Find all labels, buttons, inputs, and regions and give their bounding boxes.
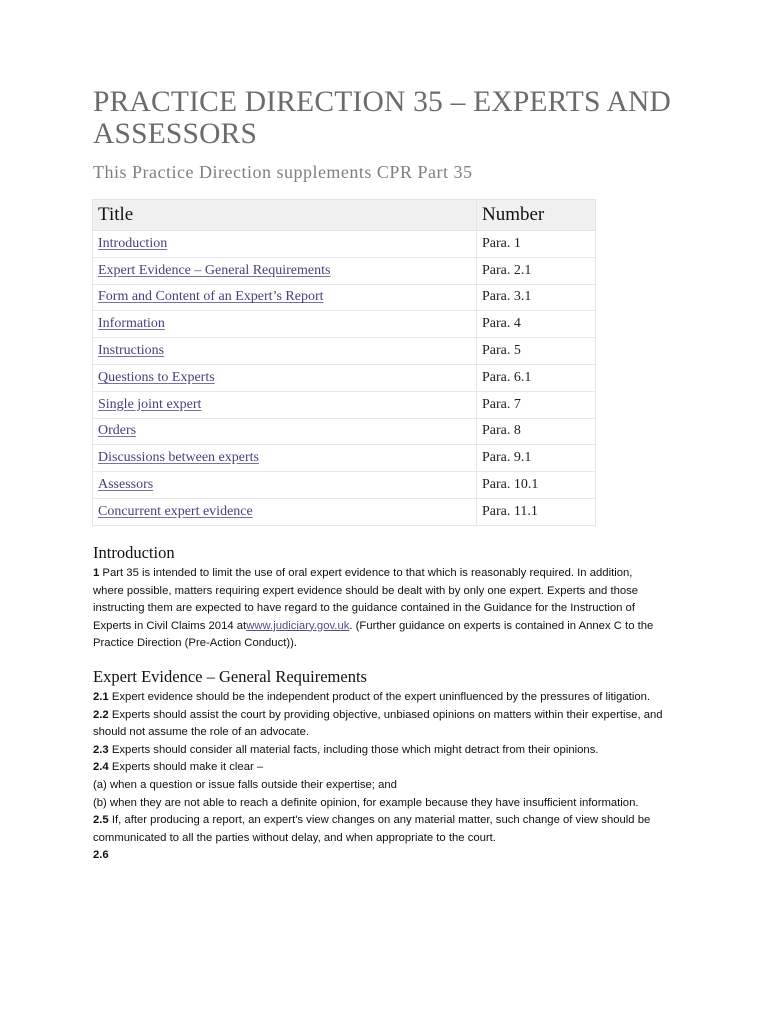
paragraph-text: Expert evidence should be the independent product of the expert uninfluenced by the pressures of litigation. [108,691,651,703]
paragraph-1 [93,565,663,653]
paragraph-2-2 [93,707,663,742]
toc-number: Para. 9.1 [477,445,596,472]
toc-link-concurrent-evidence[interactable]: Concurrent expert evidence [98,503,253,519]
paragraph-number: 2.2 [93,708,109,721]
table-row [93,231,596,258]
toc-number: Para. 11.1 [477,498,596,525]
toc-number: Para. 5 [477,338,596,365]
paragraph-2-4-a: (a) when a question or issue falls outside their expertise; and [93,778,397,791]
toc-link-general-requirements[interactable]: Expert Evidence – General Requirements [98,262,331,278]
toc-link-instructions[interactable]: Instructions [98,343,165,359]
paragraph-text: Part 35 is intended to limit the use of oral expert evidence to that which is reasonably required. In addition, where possible, matters requiring expert evidence should be dealt with by only one expert. Experts and those instructing them are expected to have regard to the guidance contained in the Guidance for the Instruction of Experts in Civil Claims 2014 at [93,567,639,632]
table-header-row [93,200,596,231]
toc-number: Para. 2.1 [477,257,596,284]
table-row [93,418,596,445]
table-row [93,391,596,418]
general-requirements-body [93,689,663,865]
toc-number: Para. 4 [477,311,596,338]
toc-link-information[interactable]: Information [98,316,165,332]
paragraph-number: 2.3 [93,743,109,756]
paragraph-text: Experts should consider all material facts, including those which might detract from their opinions. [108,743,599,756]
table-row [93,311,596,338]
table-row [93,284,596,311]
title-column-header: Title [93,200,477,231]
toc-number: Para. 1 [477,231,596,258]
contents-table [92,199,596,526]
paragraph-number: 2.6 [93,849,109,862]
paragraph-2-5 [93,812,663,847]
table-row [93,338,596,365]
paragraph-number: 2.4 [93,761,109,774]
toc-number: Para. 10.1 [477,472,596,499]
paragraph-2-3 [93,742,663,760]
number-column-header: Number [477,200,596,231]
toc-link-form-and-content[interactable]: Form and Content of an Expert’s Report [98,289,324,305]
toc-link-questions-to-experts[interactable]: Questions to Experts [98,369,215,385]
judiciary-link[interactable]: www.judiciary.gov.uk [246,619,350,632]
table-row [93,498,596,525]
paragraph-2-4 [93,759,663,777]
toc-number: Para. 6.1 [477,364,596,391]
paragraph-2-1 [93,689,663,707]
introduction-heading: Introduction [93,543,175,562]
toc-number: Para. 3.1 [477,284,596,311]
toc-link-orders[interactable]: Orders [98,423,137,439]
paragraph-number: 2.1 [93,691,109,703]
paragraph-text: Experts should assist the court by providing objective, unbiased opinions on matters within their expertise, and should not assume the role of an advocate. [93,708,663,739]
toc-number: Para. 7 [477,391,596,418]
table-row [93,364,596,391]
general-requirements-heading: Expert Evidence – General Requirements [93,667,367,686]
paragraph-text-tail: . (Further guidance on experts is contained in Annex C to the Practice Direction (Pre-Action Conduct)). [93,619,654,650]
table-row [93,257,596,284]
page-title: PRACTICE DIRECTION 35 – EXPERTS AND ASSESSORS [93,86,672,150]
toc-number: Para. 8 [477,418,596,445]
paragraph-number: 2.5 [93,814,109,827]
paragraph-text: Experts should make it clear – [108,761,264,774]
page-subtitle: This Practice Direction supplements CPR Part 35 [93,162,473,182]
paragraph-number: 1 [93,567,100,579]
paragraph-text: If, after producing a report, an expert's view changes on any material matter, such change of view should be communicated to all the parties without delay, and when appropriate to the court. [93,814,651,844]
table-row [93,472,596,499]
paragraph-2-6 [93,847,663,865]
toc-link-introduction[interactable]: Introduction [98,235,168,251]
paragraph-2-4-b: (b) when they are not able to reach a definite opinion, for example because they have insufficient information. [93,796,639,809]
toc-link-discussions[interactable]: Discussions between experts [98,450,259,466]
table-row [93,445,596,472]
toc-link-single-joint-expert[interactable]: Single joint expert [98,396,202,412]
toc-link-assessors[interactable]: Assessors [98,477,154,493]
